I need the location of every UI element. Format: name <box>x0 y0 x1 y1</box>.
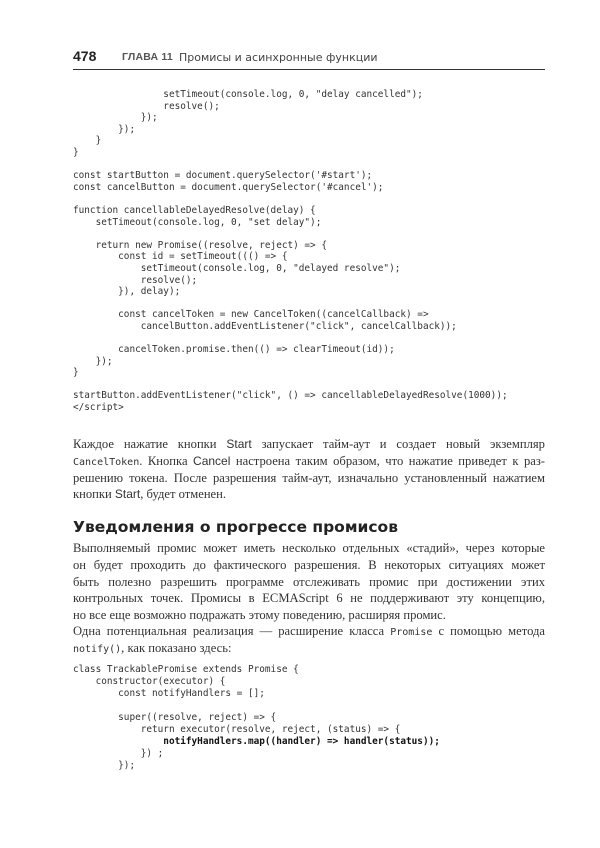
code-line: setTimeout(console.log, 0, "delayed resolve"); <box>73 262 401 274</box>
code-line <box>73 676 440 688</box>
code-line: cancelButton.addEventListener("click", cancelCallback)); <box>73 320 457 332</box>
code-line <box>73 379 508 391</box>
code-line: const id = setTimeout((() => { <box>73 251 288 263</box>
page-header <box>73 47 545 70</box>
text-line <box>73 453 545 470</box>
code-text: }) ; <box>73 748 164 759</box>
ui-term: Start <box>114 487 141 502</box>
text-run: кнопки <box>73 487 115 502</box>
code-line <box>73 724 440 736</box>
code-line: setTimeout(console.log, 0, "delay cancelled"); <box>73 89 423 100</box>
inline-code: notify() <box>73 643 122 655</box>
text-run: контрольных точек. Промисы в ECMAScript 6 не поддерживают эту концепцию, <box>73 591 545 606</box>
code-line <box>73 298 508 310</box>
code-text: notifyHandlers.map((handler) => handler(status)); <box>73 736 440 747</box>
text-line <box>73 486 545 503</box>
code-line: resolve(); <box>73 100 220 112</box>
paragraph-progress-intro <box>73 540 545 624</box>
page-number: 478 <box>73 48 97 64</box>
code-text: class TrackablePromise extends Promise { <box>73 664 299 675</box>
code-line: resolve(); <box>73 274 198 286</box>
code-line: const startButton = document.querySelector('#start'); <box>73 170 373 182</box>
code-line <box>73 688 440 700</box>
code-line <box>73 664 440 676</box>
text-line <box>73 540 545 557</box>
text-run: с помощью метода <box>432 624 545 638</box>
code-line: cancelToken.promise.then(() => clearTimeout(id)); <box>73 344 395 356</box>
text-run: Выполняемый промис может иметь несколько отдельных «стадий», через которые <box>73 541 545 555</box>
text-run: быть полезно разрешить программе отслеживать промис при достижении этих <box>73 574 545 589</box>
text-line <box>73 590 545 607</box>
text-run: решению токена. После разрешения тайм-аут, изначально установленный нажатием <box>73 470 545 485</box>
code-line: }); <box>73 123 136 135</box>
code-line: } <box>73 367 79 379</box>
code-line <box>73 712 440 724</box>
code-line <box>73 748 440 760</box>
code-line: startButton.addEventListener("click", () => cancellableDelayedResolve(1000)); <box>73 390 508 402</box>
code-listing-trackable <box>73 664 440 772</box>
code-line: </script> <box>73 402 124 414</box>
code-listing-cancellable <box>73 89 508 414</box>
text-line <box>73 623 545 640</box>
code-line: function cancellableDelayedResolve(delay) { <box>73 204 316 216</box>
code-line <box>73 700 440 712</box>
code-text: }); <box>73 760 136 771</box>
inline-code: Promise <box>390 627 433 638</box>
text-line <box>73 557 545 574</box>
text-run: , как показано здесь: <box>121 640 232 655</box>
code-line <box>73 193 508 205</box>
text-run: запускает тайм-аут и создает новый экземпляр <box>251 437 545 451</box>
section-heading: Уведомления о прогрессе промисов <box>73 518 399 536</box>
code-line: } <box>73 135 102 147</box>
text-line <box>73 607 545 624</box>
code-line: }); <box>73 355 113 367</box>
code-line: const cancelToken = new CancelToken((cancelCallback) => <box>73 309 429 321</box>
paragraph-implementation <box>73 623 545 657</box>
code-text: const notifyHandlers = []; <box>73 688 265 699</box>
code-line <box>73 760 440 772</box>
text-line <box>73 574 545 591</box>
inline-code: CancelToken <box>73 456 140 468</box>
code-line: }); <box>73 112 158 124</box>
code-line: } <box>73 146 79 158</box>
text-run: но все еще возможно подражать этому поведению, расширяя промис. <box>73 608 446 623</box>
code-text: return executor(resolve, reject, (status) => { <box>73 724 401 735</box>
code-line <box>73 159 508 171</box>
code-line: setTimeout(console.log, 0, "set delay"); <box>73 216 322 228</box>
text-line <box>73 436 545 453</box>
text-run: Одна потенциальная реализация — расширение класса <box>73 624 391 638</box>
text-run: настроена таким образом, что нажатие приведет к раз- <box>230 453 546 468</box>
code-line: }), delay); <box>73 286 181 298</box>
text-line <box>73 640 545 657</box>
text-line <box>73 470 545 487</box>
ui-term: Cancel <box>193 453 231 468</box>
code-text: constructor(executor) { <box>73 676 226 687</box>
code-line: return new Promise((resolve, reject) => { <box>73 239 327 251</box>
code-line <box>73 228 508 240</box>
text-run: Каждое нажатие кнопки <box>73 437 227 451</box>
ui-term: Start <box>226 437 252 451</box>
code-text: super((resolve, reject) => { <box>73 712 277 723</box>
text-run: . Кнопка <box>139 453 194 468</box>
text-run: он будет проходить до фактического разрешения. В некоторых ситуациях может <box>73 557 545 572</box>
code-line <box>73 736 440 748</box>
paragraph-cancel-explanation <box>73 436 545 503</box>
chapter-title: Промисы и асинхронные функции <box>179 51 378 64</box>
code-line: const cancelButton = document.querySelector('#cancel'); <box>73 181 384 193</box>
code-line <box>73 332 508 344</box>
text-run: , будет отменен. <box>140 487 227 502</box>
chapter-label: ГЛАВА 11 <box>122 51 173 63</box>
